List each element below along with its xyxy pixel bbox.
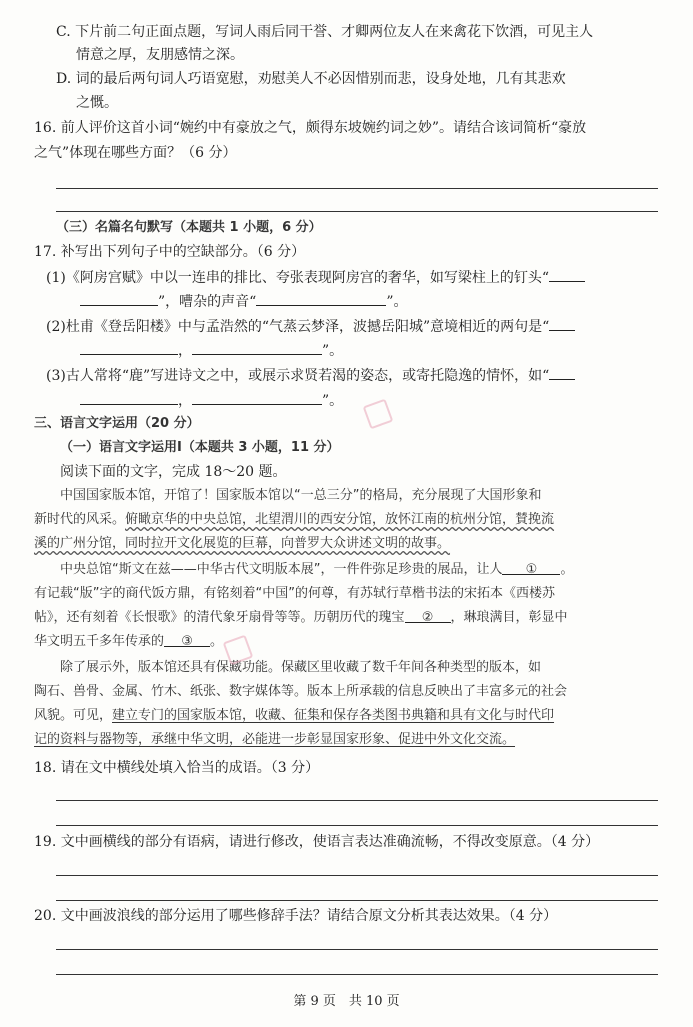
passage-line [60, 560, 574, 580]
passage-text: 。 [560, 562, 574, 577]
watermark-stamp-icon [363, 399, 394, 430]
wavy-underlined-text: 俯瞰京华的中央总馆，北望渭川的西安分馆，放怀江南的杭州分馆，賛挽流 [125, 512, 555, 527]
option-d-line2: 之慨。 [76, 95, 118, 111]
section-heading: （三）名篇名句默写（本题共 1 小题，6 分） [56, 220, 322, 235]
passage-text: ，琳琅满目，彰显中 [450, 610, 568, 625]
q17-sub3-end: ”。 [322, 393, 344, 409]
q17-sub3-text: (3)古人常将“鹿”写进诗文之中，或展示求贤若渴的姿态，或寄托隐逸的情怀，如“ [46, 368, 550, 384]
q17-sub3-sep: ， [178, 393, 192, 409]
option-c-line2: 情意之厚，友朋感情之深。 [76, 47, 244, 63]
question-17-stem: 17. 补写出下列句子中的空缺部分。（6 分） [34, 244, 306, 260]
underlined-text: 记的资料与器物等，承继中华文明，必能进一步彰显国家形象、促进中外文化交流。 [34, 732, 516, 747]
blank-number: ① [525, 562, 538, 577]
fill-blank[interactable] [80, 390, 178, 405]
q17-sub1-end: ”。 [386, 294, 408, 310]
fill-blank[interactable] [405, 608, 451, 623]
passage-line [34, 608, 568, 628]
passage-line [34, 510, 554, 530]
part-3-heading: 三、语言文字运用（20 分） [34, 416, 200, 431]
question-16-line1: 16. 前人评价这首小词“婉约中有豪放之气，颇得东坡婉约词之妙”。请结合该词简析“豪放 [34, 120, 587, 136]
passage-line: 中国国家版本馆，开馆了！国家版本馆以“一总三分”的格局，充分展现了大国形象和 [60, 488, 542, 503]
option-d-line1: D. 词的最后两句词人巧语宽慰，劝慰美人不必因惜别而悲，设身处地，几有其悲欢 [56, 71, 566, 87]
fill-blank[interactable] [256, 291, 386, 306]
q17-sub2-line1 [46, 316, 575, 337]
fill-blank[interactable] [80, 340, 178, 355]
q17-sub3-line1 [46, 365, 575, 386]
page-number: 第 9 页 共 10 页 [293, 994, 400, 1009]
q17-sub2-line2 [80, 340, 343, 361]
fill-blank[interactable] [549, 316, 575, 331]
q17-sub1-line2 [80, 291, 408, 312]
q17-sub1-mid: ”，嘈杂的声音“ [158, 294, 257, 310]
passage-line: 有记载“版”字的商代饭方鼎，有铭刻着“中国”的何尊，有苏轼行草楷书法的宋拓本《西楼苏 [34, 586, 555, 601]
q17-sub2-sep: ， [178, 343, 192, 359]
passage-line: 除了展示外，版本馆还具有保藏功能。保藏区里收藏了数千年间各种类型的版本，如 [60, 660, 542, 675]
q17-sub1-text: (1)《阿房宫赋》中以一连串的排比、夸张表现阿房宫的奢华，如写梁柱上的钉头“ [46, 270, 549, 286]
answer-line[interactable] [56, 800, 658, 801]
fill-blank[interactable] [502, 560, 560, 575]
passage-text: 。 [210, 634, 224, 649]
passage-line [34, 706, 554, 726]
passage-text: 风貌。可见， [34, 708, 113, 723]
passage-text: 帖》，还有刻着《长恨歌》的清代象牙扇骨等等。历朝历代的瑰宝 [34, 610, 405, 625]
reading-instruction: 阅读下面的文字，完成 18～20 题。 [60, 464, 287, 480]
fill-blank[interactable] [549, 365, 575, 380]
q17-sub2-end: ”。 [322, 343, 344, 359]
part-3-subheading: （一）语言文字运用Ⅰ（本题共 3 小题，11 分） [60, 440, 340, 455]
fill-blank[interactable] [80, 291, 158, 306]
q17-sub2-text: (2)杜甫《登岳阳楼》中与孟浩然的“气蒸云梦泽，波撼岳阳城”意境相近的两句是“ [46, 319, 550, 335]
q17-sub3-line2 [80, 390, 343, 411]
underlined-text: 建立专门的国家版本馆，收藏、征集和保存各类图书典籍和具有文化与时代印 [112, 708, 555, 723]
question-16-line2: 之气”体现在哪些方面？（6 分） [34, 145, 237, 161]
answer-line[interactable] [56, 825, 658, 826]
question-20: 20. 文中画波浪线的部分运用了哪些修辞手法？请结合原文分析其表达效果。（4 分） [34, 908, 558, 924]
answer-line[interactable] [56, 188, 658, 189]
option-c-line1: C. 下片前二句正面点题，写词人雨后同干誉、才卿两位友人在来禽花下饮酒，可见主人 [56, 24, 594, 40]
answer-line[interactable] [56, 875, 658, 876]
wavy-underlined-text: 溪的广州分馆，同时拉开文化展览的巨幕，向普罗大众讲述文明的故事。 [34, 536, 451, 551]
passage-line: 陶石、兽骨、金属、竹木、纸张、数字媒体等。版本上所承载的信息反映出了丰富多元的社会 [34, 684, 568, 699]
answer-line[interactable] [56, 900, 658, 901]
fill-blank[interactable] [549, 267, 585, 282]
passage-text: 新时代的风采。 [34, 512, 126, 527]
passage-text: 中央总馆“斯文在兹——中华古代文明版本展”，一件件弥足珍贵的展品，让人 [60, 562, 503, 577]
fill-blank[interactable] [164, 632, 210, 647]
answer-line[interactable] [56, 949, 658, 950]
passage-text: 华文明五千多年传承的 [34, 634, 165, 649]
answer-line[interactable] [56, 974, 658, 975]
blank-number: ② [421, 610, 434, 625]
blank-number: ③ [181, 634, 193, 649]
fill-blank[interactable] [192, 390, 322, 405]
answer-line[interactable] [56, 211, 658, 212]
question-18: 18. 请在文中横线处填入恰当的成语。（3 分） [34, 760, 320, 776]
fill-blank[interactable] [192, 340, 322, 355]
question-19: 19. 文中画横线的部分有语病，请进行修改，使语言表达准确流畅，不得改变原意。（4 分） [34, 834, 600, 850]
q17-sub1-line1 [46, 267, 585, 288]
passage-line [34, 632, 223, 652]
